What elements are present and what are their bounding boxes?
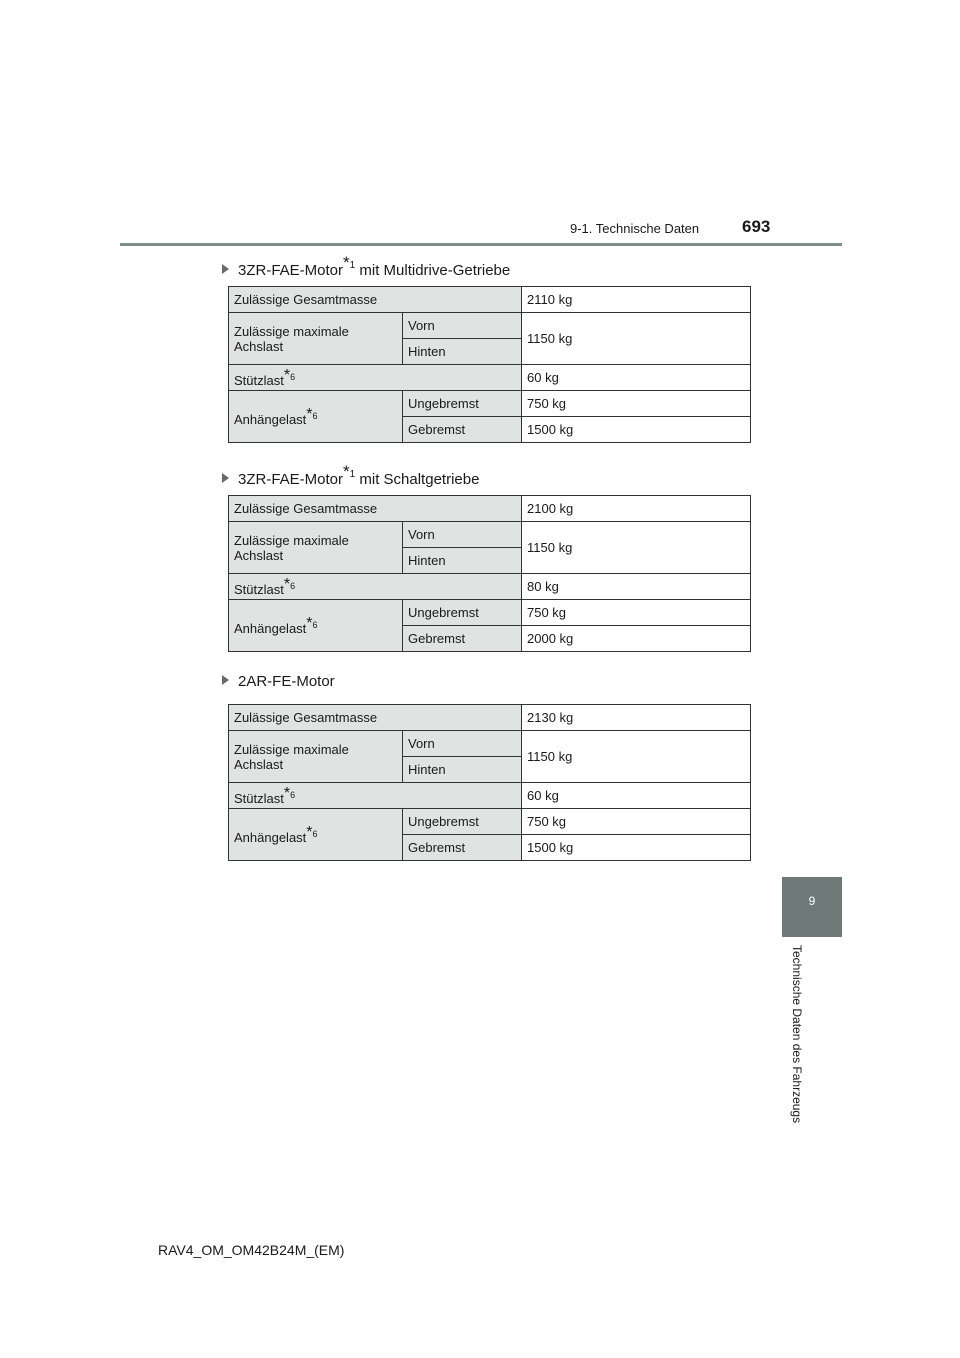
axle-load-label: Zulässige maximale Achslast	[229, 522, 403, 574]
page-number: 693	[742, 217, 771, 236]
heading-suffix: mit Schaltgetriebe	[355, 471, 480, 488]
table-row	[229, 313, 751, 339]
axle-load-value: 1150 kg	[522, 313, 751, 365]
axle-load-value: 1150 kg	[522, 522, 751, 574]
trailer-load-label: Anhängelast$^{*6}$	[229, 809, 403, 861]
braked-label: Gebremst	[403, 626, 522, 652]
axle-load-label: Zulässige maximale Achslast	[229, 731, 403, 783]
weight-table-2ar	[228, 704, 751, 861]
front-label: Vorn	[403, 731, 522, 757]
front-label: Vorn	[403, 313, 522, 339]
rear-label: Hinten	[403, 339, 522, 365]
braked-value: 1500 kg	[522, 417, 751, 443]
weight-table-3zr-multidrive	[228, 286, 751, 443]
unbraked-label: Ungebremst	[403, 391, 522, 417]
table-row	[229, 287, 751, 313]
unbraked-label: Ungebremst	[403, 809, 522, 835]
rear-label: Hinten	[403, 548, 522, 574]
axle-load-value: 1150 kg	[522, 731, 751, 783]
tongue-load-value: 60 kg	[522, 365, 751, 391]
footnote-marker: *1	[343, 462, 356, 481]
axle-load-label: Zulässige maximale Achslast	[229, 313, 403, 365]
chapter-label: Technische Daten des Fahrzeugs	[790, 945, 804, 1124]
heading-2ar	[222, 673, 335, 690]
front-label: Vorn	[403, 522, 522, 548]
gross-mass-label: Zulässige Gesamtmasse	[229, 287, 522, 313]
table-row	[229, 365, 751, 391]
tongue-load-label: Stützlast$^{*6}$	[229, 574, 522, 600]
unbraked-label: Ungebremst	[403, 600, 522, 626]
braked-value: 1500 kg	[522, 835, 751, 861]
table-row	[229, 731, 751, 757]
table-row	[229, 391, 751, 417]
braked-label: Gebremst	[403, 835, 522, 861]
unbraked-value: 750 kg	[522, 600, 751, 626]
section-title: 9-1. Technische Daten	[570, 221, 700, 236]
gross-mass-label: Zulässige Gesamtmasse	[229, 705, 522, 731]
rear-label: Hinten	[403, 757, 522, 783]
weight-table-3zr-manual	[228, 495, 751, 652]
chapter-tab[interactable]: 9	[782, 877, 842, 937]
unbraked-value: 750 kg	[522, 809, 751, 835]
table-row	[229, 496, 751, 522]
tongue-load-value: 80 kg	[522, 574, 751, 600]
heading-text: 3ZR-FAE-Motor	[238, 262, 344, 279]
table-row	[229, 809, 751, 835]
tongue-load-label: Stützlast$^{*6}$	[229, 783, 522, 809]
table-row	[229, 574, 751, 600]
arrow-right-icon	[222, 264, 229, 274]
arrow-right-icon	[222, 473, 229, 483]
gross-mass-value: 2130 kg	[522, 705, 751, 731]
tongue-load-label: Stützlast$^{*6}$	[229, 365, 522, 391]
heading-3zr-multidrive	[222, 253, 510, 279]
arrow-right-icon	[222, 675, 229, 685]
heading-suffix: mit Multidrive-Getriebe	[355, 262, 511, 279]
heading-3zr-manual	[222, 462, 479, 488]
tongue-load-value: 60 kg	[522, 783, 751, 809]
table-row	[229, 600, 751, 626]
braked-value: 2000 kg	[522, 626, 751, 652]
gross-mass-label: Zulässige Gesamtmasse	[229, 496, 522, 522]
heading-text: 3ZR-FAE-Motor	[238, 471, 344, 488]
heading-text: 2AR-FE-Motor	[238, 673, 335, 690]
gross-mass-value: 2110 kg	[522, 287, 751, 313]
trailer-load-label: Anhängelast$^{*6}$	[229, 391, 403, 443]
trailer-load-label: Anhängelast$^{*6}$	[229, 600, 403, 652]
header-rule	[120, 243, 842, 246]
table-row	[229, 705, 751, 731]
document-code: RAV4_OM_OM42B24M_(EM)	[158, 1242, 345, 1258]
table-row	[229, 522, 751, 548]
unbraked-value: 750 kg	[522, 391, 751, 417]
footnote-marker: *1	[343, 253, 356, 272]
gross-mass-value: 2100 kg	[522, 496, 751, 522]
braked-label: Gebremst	[403, 417, 522, 443]
table-row	[229, 783, 751, 809]
